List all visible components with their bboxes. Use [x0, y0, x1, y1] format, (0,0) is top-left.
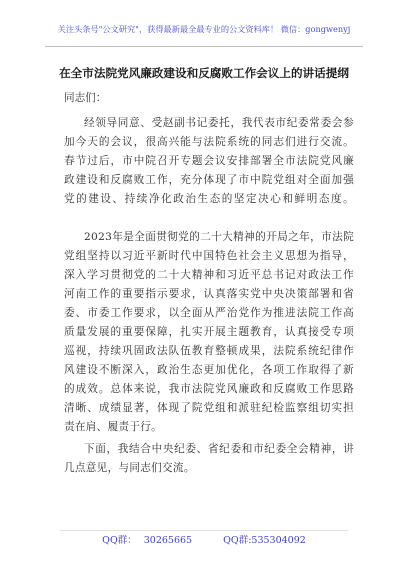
paragraph-line: 加今天的会议，很高兴能与法院系统的同志们进行交流。	[64, 136, 354, 148]
paragraph-line: 深入学习贯彻党的二十大精神和习近平总书记对政法工作	[64, 269, 354, 281]
paragraph-1	[64, 114, 354, 209]
paragraph-line: 责在肩、履责于行。	[64, 421, 163, 433]
footer-qq-group-2: QQ群:535304092	[223, 535, 306, 546]
paragraph-line: 春节过后，市中院召开专题会议安排部署全市法院党风廉	[64, 155, 354, 167]
paragraph-line: 巡视，持续巩固政法队伍教育整顿成果，法院系统纪律作	[64, 345, 354, 357]
paragraph-3	[64, 440, 354, 478]
paragraph-line: 清晰、成绩显著，体现了院党组和派驻纪检监察组切实担	[64, 402, 354, 414]
footer-divider	[60, 530, 348, 531]
document-title: 在全市法院党风廉政建设和反腐败工作会议上的讲话提纲	[59, 66, 349, 80]
paragraph-line: 党组坚持以习近平新时代中国特色社会主义思想为指导，	[64, 250, 354, 262]
paragraph-line: 几点意见，与同志们交流。	[64, 462, 195, 474]
paragraph-line: 的成效。总体来说，我市法院党风廉政和反腐败工作思路	[64, 383, 354, 395]
paragraph-line: 经领导同意、受赵副书记委托，我代表市纪委常委会参	[84, 117, 354, 129]
footer-contact	[0, 534, 408, 548]
header-banner: 关注头条号"公文研究"，获得最新最全最专业的公文资料库！ 微信：gongwenyj	[57, 24, 351, 34]
paragraph-line: 质量发展的重要保障，扎实开展主题教育，认真接受专项	[64, 326, 354, 338]
header-divider	[45, 46, 363, 47]
paragraph-line: 党的建设、持续净化政治生态的坚定决心和鲜明态度。	[64, 193, 354, 205]
paragraph-line: 下面，我结合中央纪委、省纪委和市纪委全会精神，讲	[84, 443, 354, 455]
paragraph-line: 委、市委工作要求，以全面从严治党作为推进法院工作高	[64, 307, 354, 319]
salutation: 同志们：	[64, 92, 107, 104]
paragraph-line: 2023年是全面贯彻党的二十大精神的开局之年，市法院	[84, 231, 354, 243]
paragraph-line: 风建设不断深入，政治生态更加优化，各项工作取得了新	[64, 364, 354, 376]
paragraph-2	[64, 228, 354, 437]
paragraph-line: 政建设和反腐败工作，充分体现了市中院党组对全面加强	[64, 174, 354, 186]
paragraph-line: 河南工作的重要指示要求，认真落实党中央决策部署和省	[64, 288, 354, 300]
footer-qq-group-1: QQ群： 30265665	[102, 535, 193, 546]
